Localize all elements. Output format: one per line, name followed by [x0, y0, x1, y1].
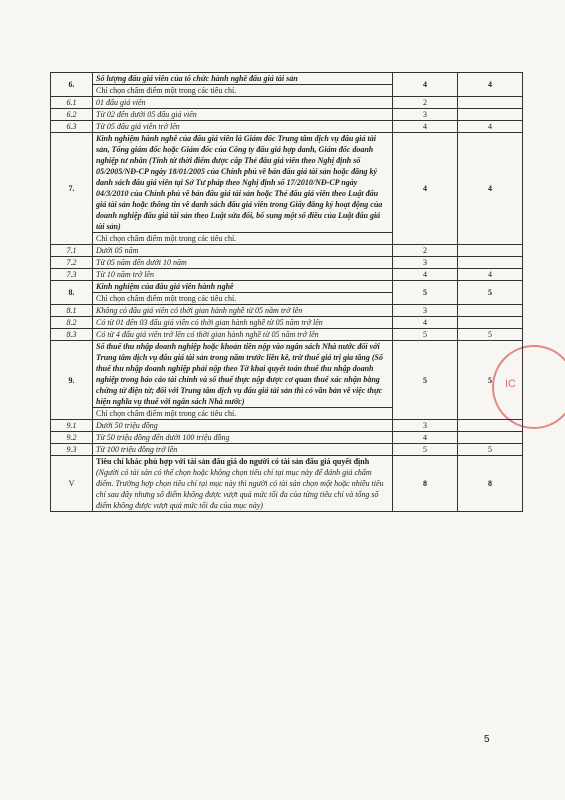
- criterion-number: 6.: [51, 73, 93, 97]
- max-score: 4: [393, 121, 458, 133]
- sub-criterion-number: 6.3: [51, 121, 93, 133]
- max-score: 4: [393, 317, 458, 329]
- max-score: 5: [393, 341, 458, 420]
- section-title: Tiêu chí khác phù hợp với tài sản đấu giá do người có tài sản đấu giá quyết định: [96, 457, 370, 466]
- max-score: 5: [393, 329, 458, 341]
- page-number: 5: [484, 734, 490, 745]
- table-row: [51, 73, 523, 85]
- table-row: [51, 97, 523, 109]
- table-row: [51, 245, 523, 257]
- max-score: 8: [393, 456, 458, 512]
- table-row: [51, 305, 523, 317]
- awarded-score: 5: [458, 341, 523, 420]
- sub-criterion-number: 9.1: [51, 420, 93, 432]
- max-score: 3: [393, 305, 458, 317]
- criteria-table: [50, 72, 523, 512]
- table-row: [51, 257, 523, 269]
- selection-note: Chỉ chọn chấm điểm một trong các tiêu chí.: [93, 293, 393, 305]
- awarded-score: 4: [458, 133, 523, 245]
- table-row: [51, 281, 523, 293]
- selection-note: Chỉ chọn chấm điểm một trong các tiêu chí.: [93, 408, 393, 420]
- sub-criterion-text: Có từ 4 đấu giá viên trở lên có thời gian hành nghề từ 05 năm trở lên: [93, 329, 393, 341]
- table-row: [51, 269, 523, 281]
- sub-criterion-text: Từ 02 đến dưới 05 đấu giá viên: [93, 109, 393, 121]
- faint-stamp-mark: [0, 330, 48, 400]
- awarded-score: 5: [458, 329, 523, 341]
- criterion-number: 9.: [51, 341, 93, 420]
- table-row: [51, 133, 523, 233]
- selection-note: Chỉ chọn chấm điểm một trong các tiêu chí.: [93, 85, 393, 97]
- max-score: 5: [393, 444, 458, 456]
- sub-criterion-text: 01 đấu giá viên: [93, 97, 393, 109]
- sub-criterion-text: Dưới 50 triệu đồng: [93, 420, 393, 432]
- max-score: 2: [393, 245, 458, 257]
- table-row: [51, 109, 523, 121]
- max-score: 3: [393, 109, 458, 121]
- sub-criterion-number: 9.2: [51, 432, 93, 444]
- table-row: [51, 341, 523, 408]
- awarded-score: 4: [458, 73, 523, 97]
- sub-criterion-number: 6.2: [51, 109, 93, 121]
- sub-criterion-number: 6.1: [51, 97, 93, 109]
- table-row: [51, 329, 523, 341]
- sub-criterion-number: 7.3: [51, 269, 93, 281]
- section-description: [93, 456, 393, 512]
- criterion-title: Số lượng đấu giá viên của tổ chức hành nghề đấu giá tài sản: [93, 73, 393, 85]
- table-row: [51, 444, 523, 456]
- awarded-score: 4: [458, 269, 523, 281]
- awarded-score: 5: [458, 444, 523, 456]
- sub-criterion-text: Từ 10 năm trở lên: [93, 269, 393, 281]
- table-row: [51, 317, 523, 329]
- awarded-score: [458, 257, 523, 269]
- criterion-number: 7.: [51, 133, 93, 245]
- sub-criterion-text: Từ 100 triệu đồng trở lên: [93, 444, 393, 456]
- awarded-score: [458, 432, 523, 444]
- max-score: 4: [393, 73, 458, 97]
- sub-criterion-number: 8.2: [51, 317, 93, 329]
- sub-criterion-text: Từ 50 triệu đồng đến dưới 100 triệu đồng: [93, 432, 393, 444]
- sub-criterion-text: Từ 05 đấu giá viên trở lên: [93, 121, 393, 133]
- awarded-score: [458, 109, 523, 121]
- awarded-score: [458, 317, 523, 329]
- sub-criterion-text: Không có đấu giá viên có thời gian hành nghề từ 05 năm trở lên: [93, 305, 393, 317]
- awarded-score: [458, 245, 523, 257]
- sub-criterion-text: Có từ 01 đến 03 đấu giá viên có thời gian hành nghề từ 05 năm trở lên: [93, 317, 393, 329]
- awarded-score: [458, 305, 523, 317]
- max-score: 2: [393, 97, 458, 109]
- table-row: [51, 432, 523, 444]
- sub-criterion-number: 8.3: [51, 329, 93, 341]
- awarded-score: 4: [458, 121, 523, 133]
- sub-criterion-number: 9.3: [51, 444, 93, 456]
- sub-criterion-number: 8.1: [51, 305, 93, 317]
- seal-text: IC: [505, 378, 516, 390]
- criterion-title: Kinh nghiệm hành nghề của đấu giá viên là Giám đốc Trung tâm dịch vụ đấu giá tài sản, Tổng giám đốc hoặc Giám đốc của Công ty đấu giá hợp danh, Giám đốc doanh nghiệp tư nhân (Tính từ thời điểm được cấp Thẻ đấu giá viên theo Nghị định số 05/2005/NĐ-CP ngày 18/01/2005 của Chính phủ về bán đấu giá tài sản hoặc đăng ký danh sách đấu giá viên tại Sở Tư pháp theo Nghị định số 17/2010/NĐ-CP ngày 04/3/2010 của Chính phủ về bán đấu giá tài sản hoặc Thẻ đấu giá viên theo Luật đấu giá tài sản hoặc thông tin về danh sách đấu giá viên trong Giấy đăng ký hoạt động của doanh nghiệp đấu giá tài sản theo Luật sửa đổi, bổ sung một số điều của Luật đấu giá tài sản): [93, 133, 393, 233]
- sub-criterion-number: 7.1: [51, 245, 93, 257]
- max-score: 5: [393, 281, 458, 305]
- max-score: 3: [393, 420, 458, 432]
- awarded-score: [458, 97, 523, 109]
- max-score: 4: [393, 133, 458, 245]
- section-number: V: [51, 456, 93, 512]
- awarded-score: 5: [458, 281, 523, 305]
- selection-note: Chỉ chọn chấm điểm một trong các tiêu chí.: [93, 233, 393, 245]
- criterion-number: 8.: [51, 281, 93, 305]
- sub-criterion-text: Từ 05 năm đến dưới 10 năm: [93, 257, 393, 269]
- table-row: [51, 121, 523, 133]
- table-row: [51, 420, 523, 432]
- max-score: 3: [393, 257, 458, 269]
- criterion-title: Số thuế thu nhập doanh nghiệp hoặc khoản tiền nộp vào ngân sách Nhà nước đối với Trung tâm dịch vụ đấu giá tài sản trong năm trước liền kề, trừ thuế giá trị gia tăng (Số thuế thu nhập doanh nghiệp phải nộp theo Tờ khai quyết toán thuế thu nhập doanh nghiệp trong báo cáo tài chính và số thuế thực nộp được cơ quan thuế xác nhận bằng chứng từ điện tử; đối với Trung tâm dịch vụ đấu giá tài sản thì có văn bản về việc thực hiện nghĩa vụ thuế với ngân sách Nhà nước): [93, 341, 393, 408]
- section-note: (Người có tài sản có thể chọn hoặc không chọn tiêu chí tại mục này để đánh giá chấm điểm. Trường hợp chọn tiêu chí tại mục này thì người có tài sản chọn một hoặc nhiều tiêu chí sau đây nhưng số điểm không được vượt quá mức tối đa của từng tiêu chí và tổng số điểm không được vượt quá mức tối đa của mục này): [96, 468, 384, 510]
- awarded-score: [458, 420, 523, 432]
- max-score: 4: [393, 269, 458, 281]
- criterion-title: Kinh nghiệm của đấu giá viên hành nghề: [93, 281, 393, 293]
- sub-criterion-number: 7.2: [51, 257, 93, 269]
- max-score: 4: [393, 432, 458, 444]
- awarded-score: 8: [458, 456, 523, 512]
- sub-criterion-text: Dưới 05 năm: [93, 245, 393, 257]
- table-row: [51, 456, 523, 512]
